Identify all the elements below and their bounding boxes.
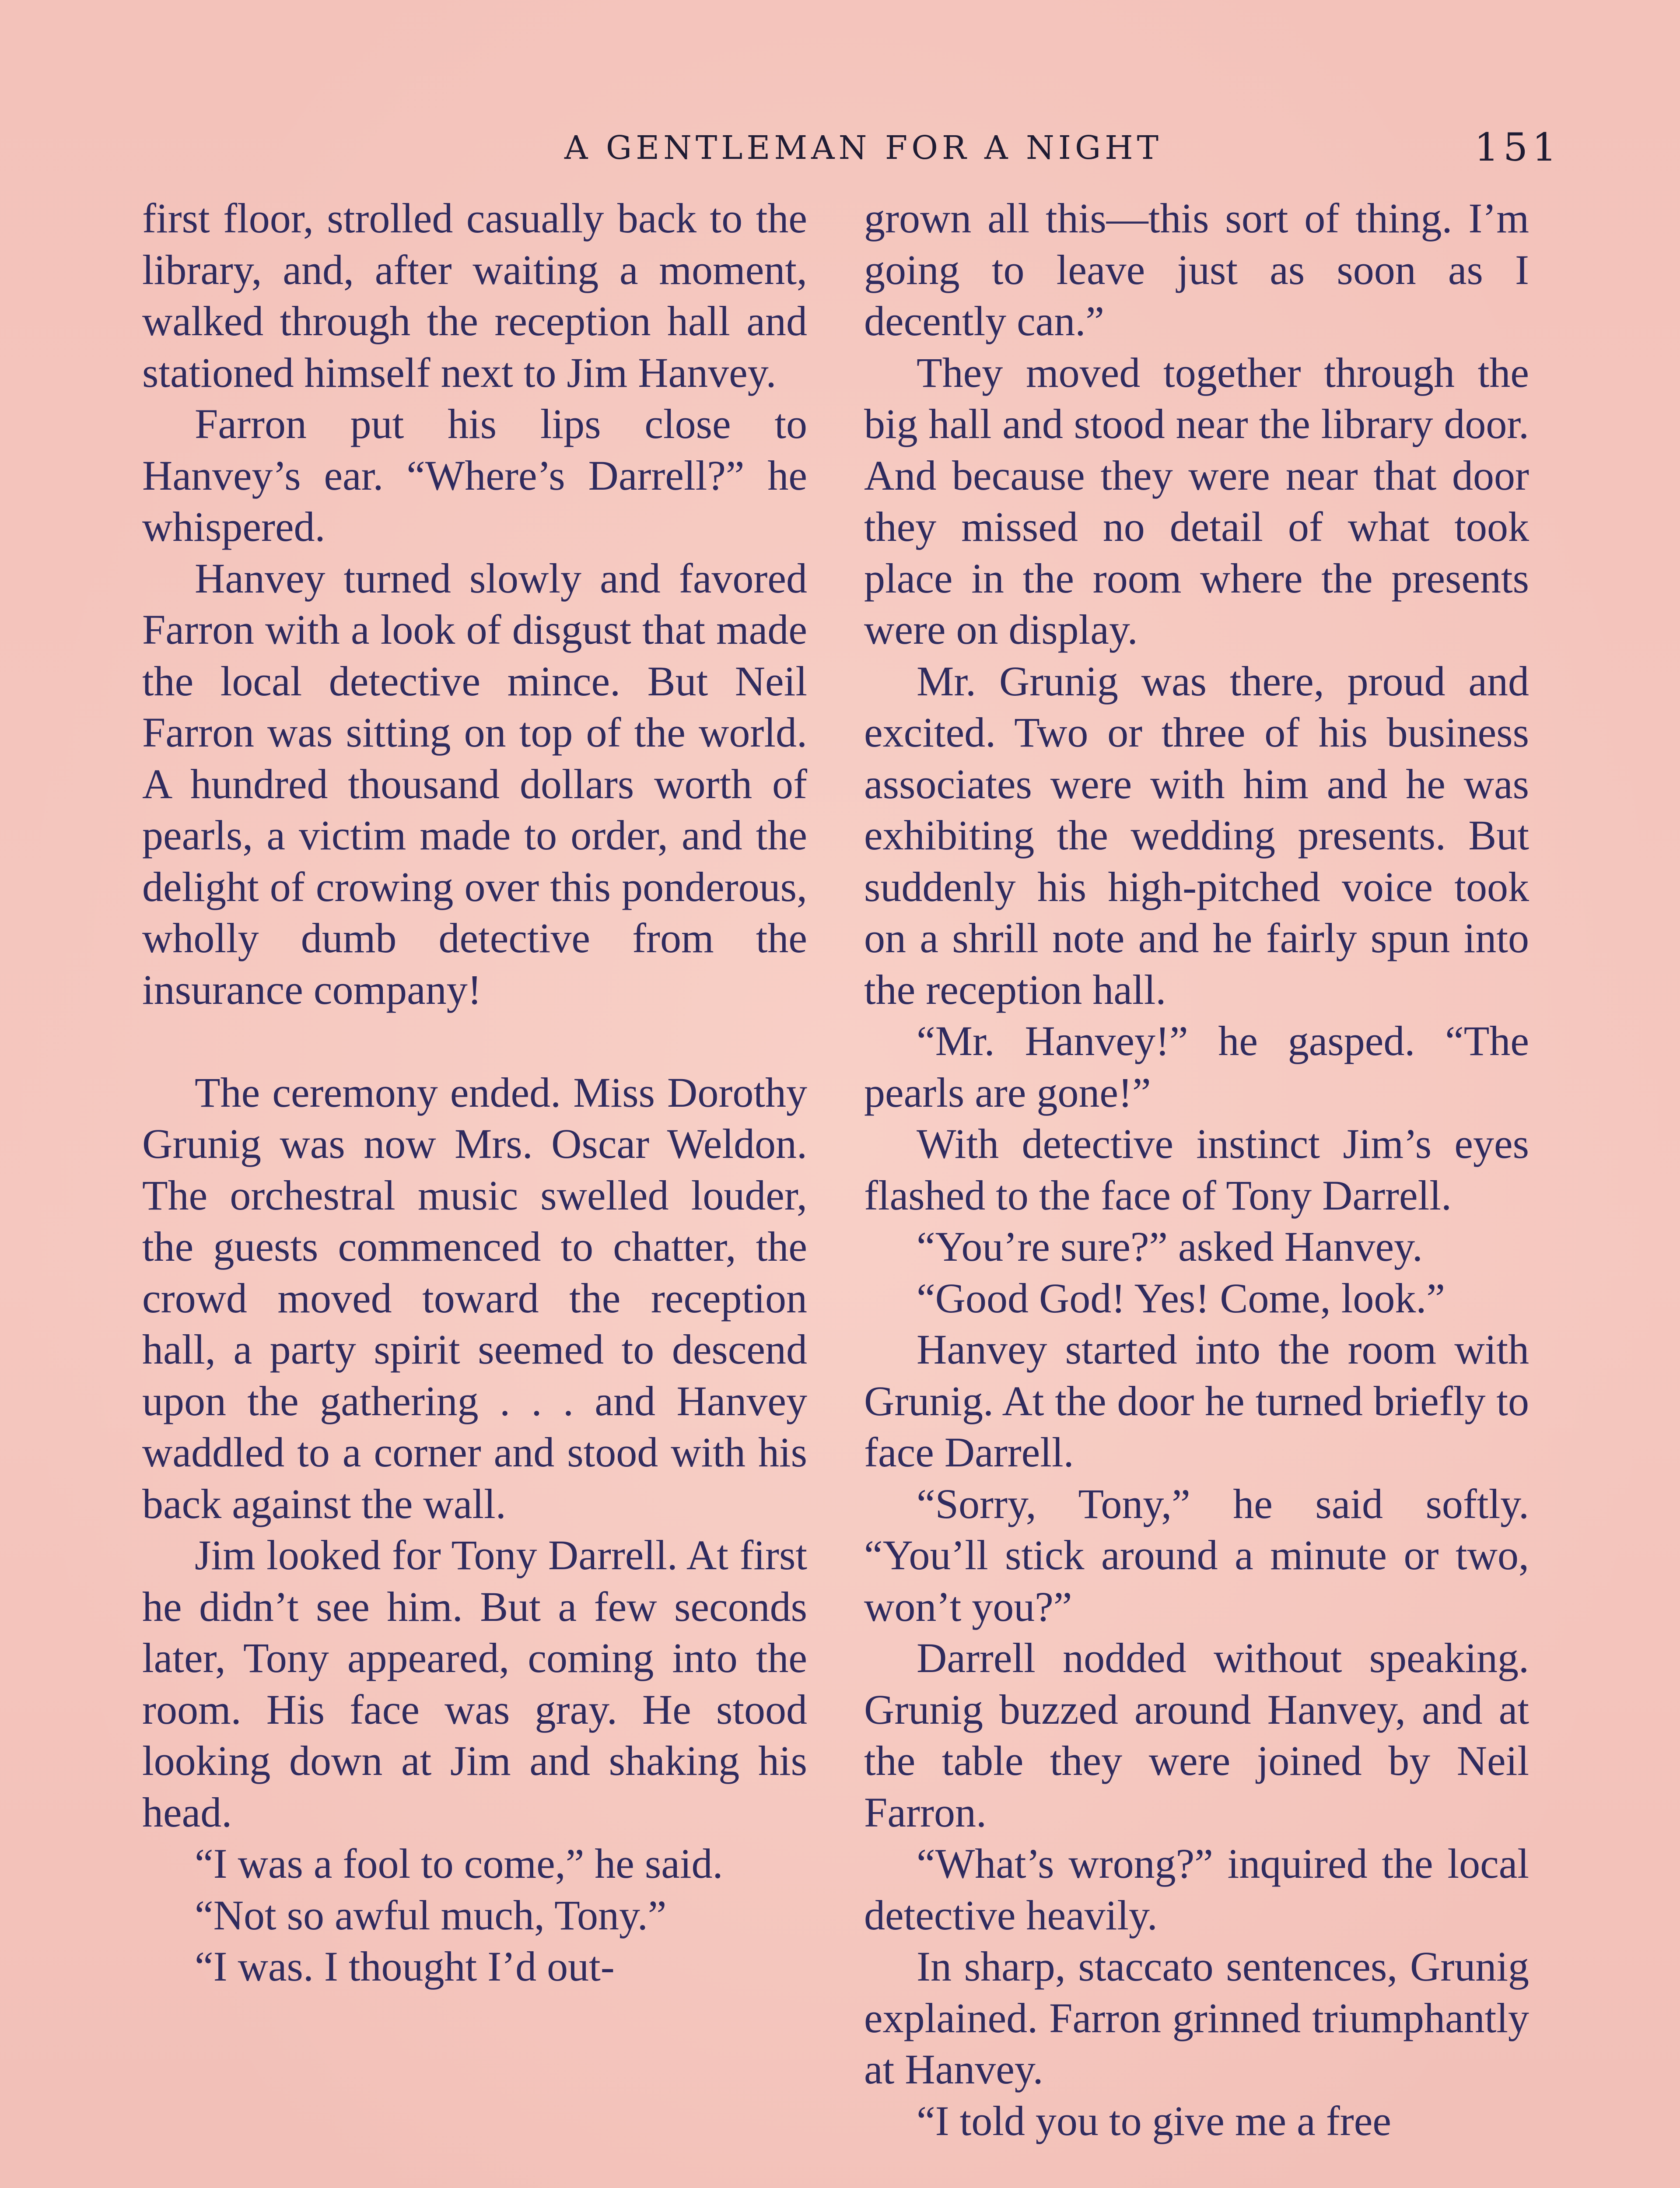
section-break [142,1015,807,1067]
paragraph: Mr. Grunig was there, proud and excited. Two or three of his business associates were with him and he was exhibiting the wedding presents. But suddenly his high-pitched voice took on a shrill note and he fairly spun into the reception hall. [864,657,1529,1013]
paragraph: Darrell nodded without speaking. Grunig buzzed around Hanvey, and at the table they were joined by Neil Farron. [864,1634,1529,1836]
paragraph: With detective instinct Jim’s eyes flashed to the face of Tony Darrell. [864,1120,1529,1219]
paragraph: The ceremony ended. Miss Dorothy Grunig was now Mrs. Oscar Weldon. The orchestral music swelled louder, the guests commenced to chatter, the crowd moved toward the reception hall, a party spirit seemed to descend upon the gathering . . . and Hanvey waddled to a corner and stood with his back against the wall. [142,1069,807,1527]
paragraph: Hanvey turned slowly and favored Farron with a look of disgust that made the local detective mince. But Neil Farron was sitting on top of the world. A hundred thousand dollars worth of pearls, a victim made to order, and the delight of crowing over this ponderous, wholly dumb detective from the insurance company! [142,554,807,1013]
paragraph: Hanvey started into the room with Grunig. At the door he turned briefly to face Darrell. [864,1326,1529,1476]
page-number: 151 [1474,125,1561,170]
running-title: A GENTLEMAN FOR A NIGHT [564,129,1163,167]
paragraph: “You’re sure?” asked Hanvey. [917,1223,1423,1270]
paragraph: “I was. I thought I’d out- [195,1943,615,1990]
right-column [864,193,1529,2146]
paragraph: “Mr. Hanvey!” he gasped. “The pearls are gone!” [864,1017,1529,1116]
paragraph: In sharp, staccato sentences, Grunig explained. Farron grinned triumphantly at Hanvey. [864,1943,1529,2093]
paragraph: “Sorry, Tony,” he said softly. “You’ll stick around a minute or two, won’t you?” [864,1480,1529,1630]
paragraph: “What’s wrong?” inquired the local detective heavily. [864,1840,1529,1939]
paragraph: Jim looked for Tony Darrell. At first he didn’t see him. But a few seconds later, Tony appeared, coming into the room. His face was gray. He stood looking down at Jim and shaking his head. [142,1532,807,1836]
paragraph: “I told you to give me a free [917,2097,1391,2144]
paragraph: first floor, strolled casually back to the library, and, after waiting a moment, walked through the reception hall and stationed himself next to Jim Hanvey. [142,195,807,396]
paragraph: “I was a fool to come,” he said. [195,1840,723,1887]
paragraph: “Good God! Yes! Come, look.” [917,1274,1445,1322]
paragraph: Farron put his lips close to Hanvey’s ear. “Where’s Darrell?” he whispered. [142,400,807,550]
left-column [142,193,807,1992]
paragraph: “Not so awful much, Tony.” [195,1891,667,1939]
paragraph: They moved together through the big hall and stood near the library door. And because they were near that door they missed no detail of what took place in the room where the presents were on display. [864,349,1529,653]
paragraph: grown all this—this sort of thing. I’m going to leave just as soon as I decently can.” [864,195,1529,344]
